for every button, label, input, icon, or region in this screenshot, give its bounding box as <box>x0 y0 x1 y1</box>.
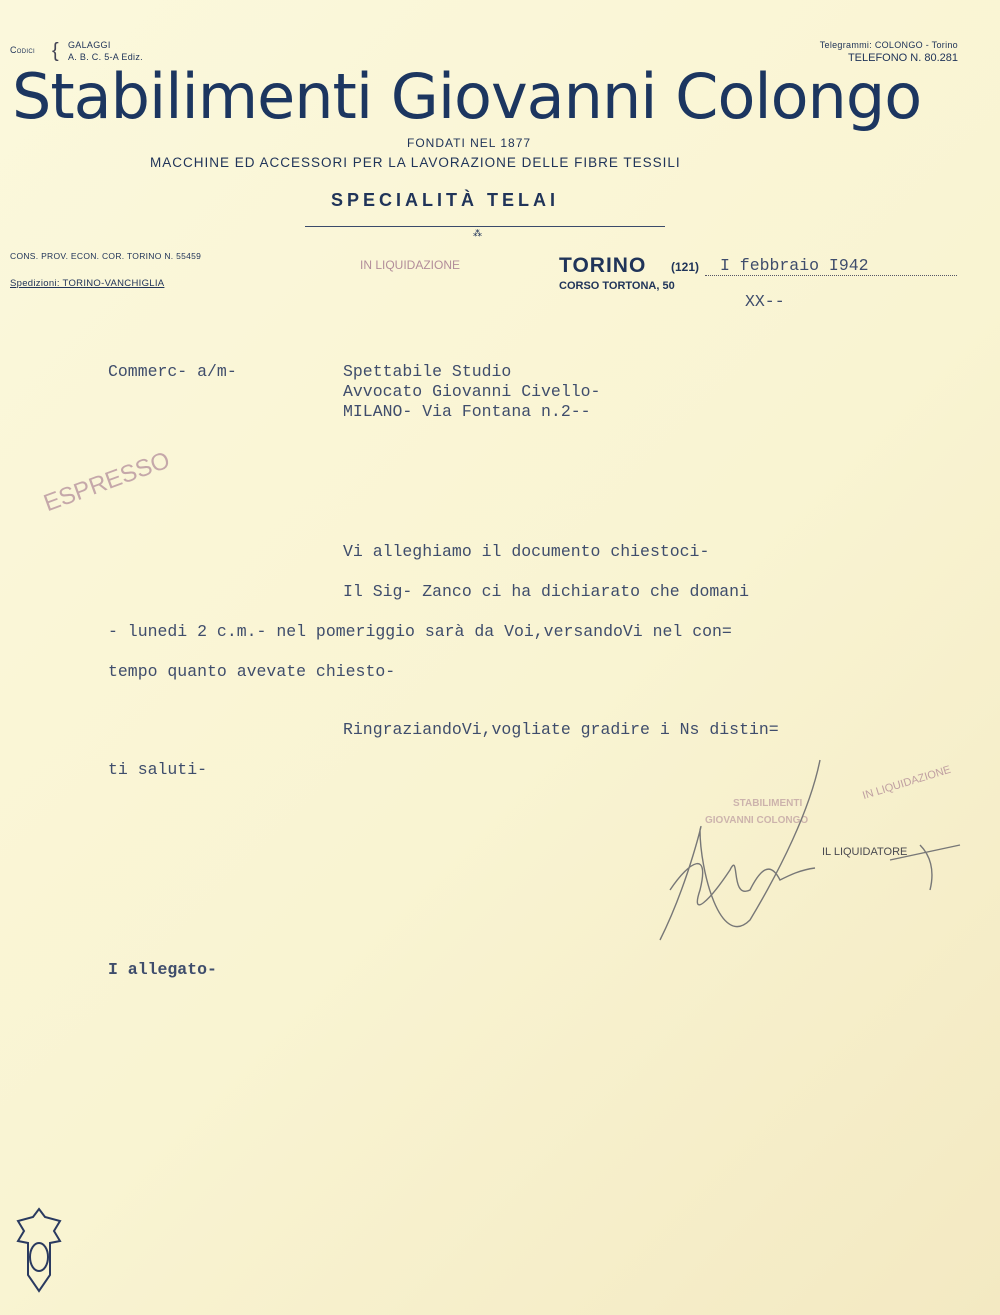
reference: Commerc- a/m- <box>108 362 237 381</box>
body-line-3: - lunedi 2 c.m.- nel pomeriggio sarà da Voi,versandoVi nel con= <box>108 622 732 641</box>
codici-line-1: GALAGGI <box>68 40 111 50</box>
date-line <box>705 275 957 277</box>
signature <box>630 750 970 950</box>
stamp-in-liquidazione-signature: IN LIQUIDAZIONE <box>861 763 953 803</box>
body-line-6: ti saluti- <box>108 760 208 779</box>
cons-prov: CONS. PROV. ECON. COR. TORINO N. 55459 <box>10 251 202 261</box>
stamp-company-line-1: STABILIMENTI <box>733 798 803 809</box>
recipient-line-2: Avvocato Giovanni Civello- <box>343 382 601 401</box>
spedizioni: Spedizioni: TORINO-VANCHIGLIA <box>10 278 165 289</box>
body-line-2: Il Sig- Zanco ci ha dichiarato che domani <box>343 582 749 601</box>
company-name: Stabilimenti Giovanni Colongo <box>12 60 922 133</box>
body-line-1: Vi alleghiamo il documento chiestoci- <box>343 542 710 561</box>
stamp-in-liquidazione: IN LIQUIDAZIONE <box>360 258 461 272</box>
year-era: XX-- <box>745 292 785 311</box>
ornament-icon: ⁂ <box>473 228 482 238</box>
stamp-il-liquidatore: IL LIQUIDATORE <box>822 846 908 858</box>
telefono: TELEFONO N. 80.281 <box>847 52 958 64</box>
recipient-line-3: MILANO- Via Fontana n.2-- <box>343 402 591 421</box>
city: TORINO <box>559 254 647 277</box>
body-line-5: RingraziandoVi,vogliate gradire i Ns distin= <box>343 720 779 739</box>
body-line-4: tempo quanto avevate chiesto- <box>108 662 396 681</box>
recipient-line-1: Spettabile Studio <box>343 362 512 381</box>
business-line: MACCHINE ED ACCESSORI PER LA LAVORAZIONE DELLE FIBRE TESSILI <box>150 155 681 170</box>
eagle-emblem-icon <box>10 1205 68 1297</box>
stamp-company-line-2: GIOVANNI COLONGO <box>705 815 809 826</box>
specialty: SPECIALITÀ TELAI <box>331 190 560 210</box>
letter-date: I febbraio I942 <box>720 256 869 275</box>
codici-line-2: A. B. C. 5-A Ediz. <box>68 52 143 62</box>
telegrammi: Telegrammi: COLONGO - Torino <box>819 40 958 50</box>
city-code: (121) <box>671 260 700 274</box>
divider <box>305 226 665 227</box>
enclosure: I allegato- <box>108 960 217 979</box>
codici-label: Codici <box>10 45 35 55</box>
brace-icon: { <box>52 40 59 62</box>
stamp-espresso: ESPRESSO <box>40 446 174 518</box>
address: CORSO TORTONA, 50 <box>559 280 675 292</box>
founded: FONDATI NEL 1877 <box>407 136 532 150</box>
